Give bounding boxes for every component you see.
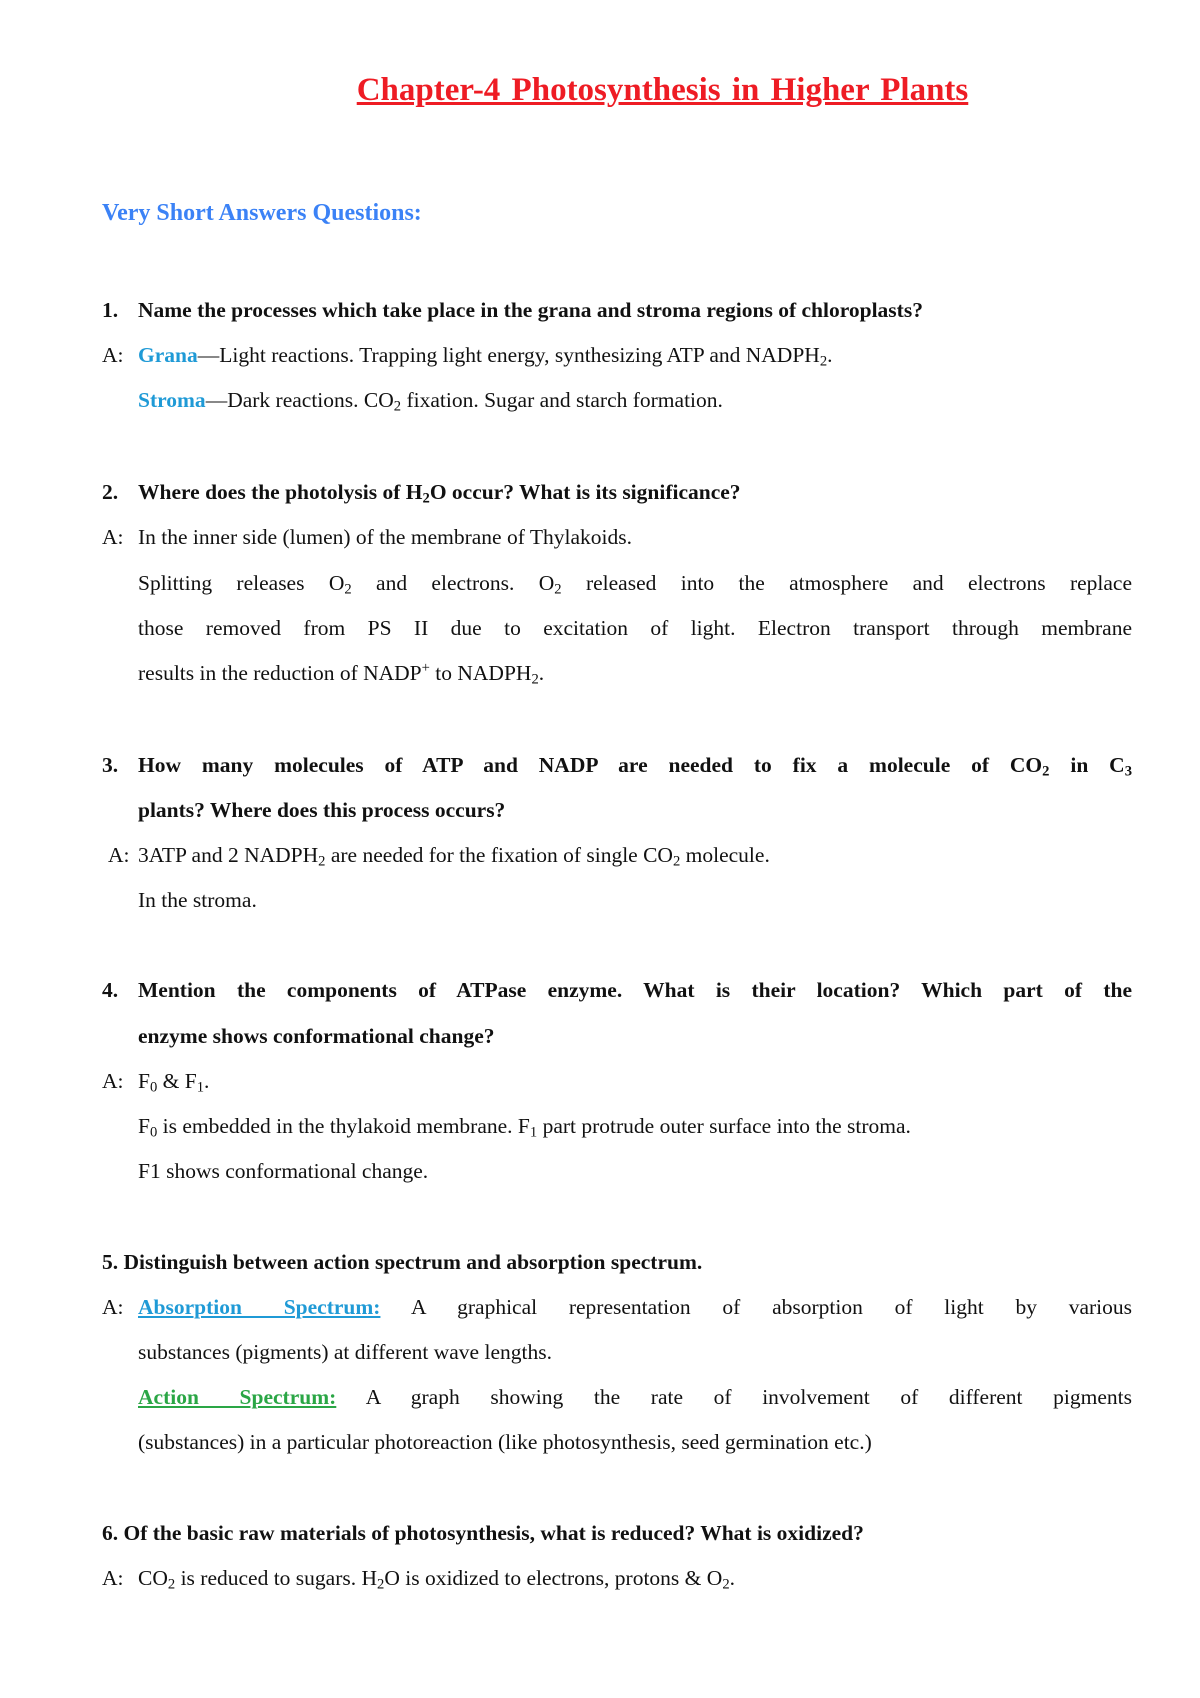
answer-text: A graph showing the rate of involvement of different pigments (336, 1385, 1132, 1409)
subscript: 0 (149, 1124, 158, 1141)
question-number: 3. (102, 753, 119, 777)
answer-text: O is oxidized to electrons, protons & O (384, 1566, 723, 1590)
question-5: 5. Distinguish between action spectrum and absorption spectrum. (102, 1250, 703, 1274)
subscript: 3 (1124, 763, 1132, 780)
subscript: 2 (672, 853, 681, 870)
subscript: 2 (722, 1576, 730, 1593)
keyword-absorption-spectrum: Absorption Spectrum: (138, 1295, 381, 1319)
answer-text: are needed for the fixation of single CO (325, 843, 673, 867)
subscript: 2 (819, 353, 828, 370)
answer-text: —Light reactions. Trapping light energy, synthesizing ATP and NADPH (197, 343, 820, 367)
answer-text: & F (157, 1069, 197, 1093)
answer-text: and electrons. O (351, 571, 555, 595)
answer-3-line-1 (108, 843, 770, 870)
question-3-line-1 (102, 753, 1132, 780)
answer-prefix: A: (102, 343, 124, 367)
question-4-line-2: enzyme shows conformational change? (138, 1024, 495, 1048)
question-text: Where does the photolysis of H (138, 480, 423, 504)
answer-1-grana (102, 343, 833, 370)
subscript: 1 (529, 1124, 538, 1141)
question-text: How many molecules of ATP and NADP are needed to fix a molecule of CO (138, 753, 1043, 777)
answer-2-line-2 (138, 571, 1133, 598)
chapter-title: Chapter-4 Photosynthesis in Higher Plants (356, 72, 969, 108)
answer-6 (102, 1566, 735, 1593)
answer-prefix: A: (102, 525, 124, 549)
question-text: Name the processes which take place in the grana and stroma regions of chloroplasts? (138, 298, 923, 322)
answer-prefix: A: (102, 1069, 124, 1093)
question-text: O occur? What is its significance? (429, 480, 741, 504)
answer-text: part protrude outer surface into the stroma. (537, 1114, 911, 1138)
answer-text: . (729, 1566, 735, 1590)
keyword-action-spectrum: Action Spectrum: (138, 1385, 337, 1409)
answer-4-line-1 (102, 1069, 210, 1096)
question-number: 1. (102, 298, 119, 322)
answer-5-line-1 (102, 1297, 1132, 1319)
answer-text: In the inner side (lumen) of the membrane of Thylakoids. (138, 525, 632, 549)
subscript: 1 (196, 1079, 205, 1096)
answer-3-line-2: In the stroma. (138, 888, 257, 912)
superscript: + (421, 659, 430, 676)
answer-prefix: A: (108, 843, 130, 867)
answer-text: molecule. (680, 843, 770, 867)
answer-text: 3ATP and 2 NADPH (138, 843, 319, 867)
answer-4-line-2 (138, 1114, 911, 1141)
answer-text: . (538, 661, 545, 685)
answer-5-line-4: (substances) in a particular photoreaction (like photosynthesis, seed germination etc.) (138, 1430, 872, 1454)
answer-text: is reduced to sugars. H (175, 1566, 378, 1590)
answer-prefix: A: (102, 1295, 124, 1319)
answer-4-line-3: F1 shows conformational change. (138, 1159, 429, 1183)
question-text: in C (1049, 753, 1125, 777)
question-number: 4. (102, 978, 119, 1002)
answer-text: F (138, 1069, 150, 1093)
section-heading: Very Short Answers Questions: (102, 200, 422, 226)
answer-5-line-2: substances (pigments) at different wave lengths. (138, 1340, 552, 1364)
answer-2-line-3: those removed from PS II due to excitation of light. Electron transport through membrane (138, 616, 1132, 640)
answer-text: . (204, 1069, 210, 1093)
keyword-stroma: Stroma (138, 388, 206, 412)
answer-2-line-1 (102, 527, 632, 549)
answer-text: —Dark reactions. CO (205, 388, 394, 412)
answer-text: CO (138, 1566, 168, 1590)
answer-5-line-3 (138, 1387, 1132, 1409)
answer-2-line-4 (138, 659, 545, 688)
answer-prefix: A: (102, 1566, 124, 1590)
subscript: 2 (377, 1576, 385, 1593)
answer-text: A graphical representation of absorption of light by various (380, 1295, 1133, 1319)
subscript: 2 (554, 581, 562, 598)
answer-text: results in the reduction of NADP (138, 661, 422, 685)
subscript: 2 (531, 671, 539, 688)
answer-text: is embedded in the thylakoid membrane. F (157, 1114, 530, 1138)
question-text: Mention the components of ATPase enzyme. What is their location? Which part of the (138, 978, 1132, 1002)
question-1 (102, 300, 923, 322)
subscript: 2 (422, 490, 430, 507)
answer-text: to NADPH (429, 661, 532, 685)
subscript: 2 (344, 581, 352, 598)
subscript: 0 (149, 1079, 158, 1096)
subscript: 2 (167, 1576, 176, 1593)
question-6: 6. Of the basic raw materials of photosynthesis, what is reduced? What is oxidized? (102, 1521, 864, 1545)
question-2 (102, 480, 741, 507)
question-4-line-1 (102, 980, 1132, 1002)
question-number: 2. (102, 480, 119, 504)
answer-1-stroma (138, 388, 723, 415)
answer-text: fixation. Sugar and starch formation. (401, 388, 723, 412)
answer-text: . (827, 343, 833, 367)
subscript: 2 (318, 853, 326, 870)
subscript: 2 (1042, 763, 1050, 780)
answer-text: Splitting releases O (138, 571, 345, 595)
question-3-line-2: plants? Where does this process occurs? (138, 798, 506, 822)
answer-text: released into the atmosphere and electrons replace (561, 571, 1133, 595)
subscript: 2 (393, 398, 402, 415)
answer-text: F (138, 1114, 150, 1138)
keyword-grana: Grana (138, 343, 198, 367)
